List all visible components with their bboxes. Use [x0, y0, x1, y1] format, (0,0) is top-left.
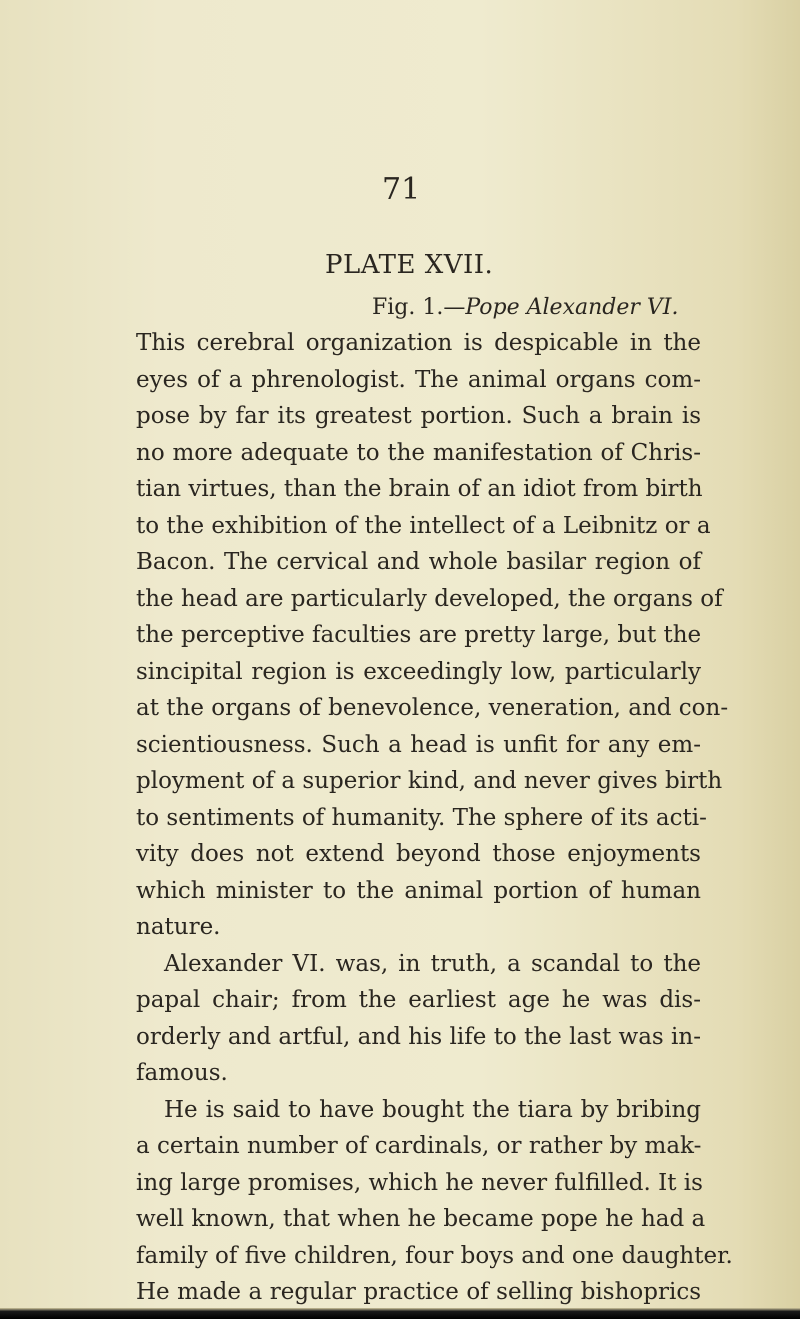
text-line: ing large promises, which he never fulfilled. It is [136, 1169, 703, 1196]
text-line: vity does not extend beyond those enjoyments [136, 841, 701, 867]
text-line: a certain number of cardinals, or rather by mak- [136, 1133, 702, 1159]
figure-caption [372, 295, 678, 320]
text-line: He is said to have bought the tiara by bribing [164, 1096, 701, 1123]
text-line: papal chair; from the earliest age he was dis- [136, 987, 701, 1013]
text-line: This cerebral organization is despicable in the [136, 330, 701, 356]
text-line: no more adequate to the manifestation of Chris- [136, 439, 701, 466]
figure-subject: Pope Alexander VI. [465, 295, 679, 320]
text-line: orderly and artful, and his life to the last was in- [136, 1023, 701, 1050]
plate-title: PLATE XVII. [325, 250, 494, 280]
text-line: the perceptive faculties are pretty large, but the [136, 622, 702, 648]
text-line: well known, that when he became pope he had a [136, 1206, 706, 1232]
body-text [136, 325, 733, 1311]
text-line: famous. [136, 1060, 228, 1086]
text-line: eyes of a phrenologist. The animal organs com- [136, 366, 701, 393]
page-bottom-edge [0, 1308, 800, 1319]
text-line: which minister to the animal portion of human [136, 877, 701, 904]
text-line: scientiousness. Such a head is unfit for any em- [136, 731, 701, 758]
page-number: 71 [382, 172, 421, 207]
text-line: to sentiments of humanity. The sphere of its acti- [136, 804, 707, 831]
text-line: tian virtues, than the brain of an idiot from birth [136, 476, 703, 502]
text-line: He made a regular practice of selling bishoprics [136, 1279, 701, 1305]
text-line: nature. [136, 914, 221, 940]
text-line: to the exhibition of the intellect of a Leibnitz or a [136, 512, 711, 539]
text-line: the head are particularly developed, the organs of [136, 585, 723, 612]
text-line: ployment of a superior kind, and never gives birth [136, 768, 723, 794]
text-line: at the organs of benevolence, veneration, and con- [136, 695, 729, 721]
text-line: pose by far its greatest portion. Such a brain is [136, 403, 701, 429]
text-line: sincipital region is exceedingly low, particularly [136, 658, 701, 685]
text-line: family of five children, four boys and one daughter. [136, 1242, 733, 1269]
text-line: Alexander VI. was, in truth, a scandal to the [164, 950, 701, 977]
figure-label: Fig. 1.— [372, 295, 466, 320]
text-line: Bacon. The cervical and whole basilar region of [136, 549, 701, 575]
